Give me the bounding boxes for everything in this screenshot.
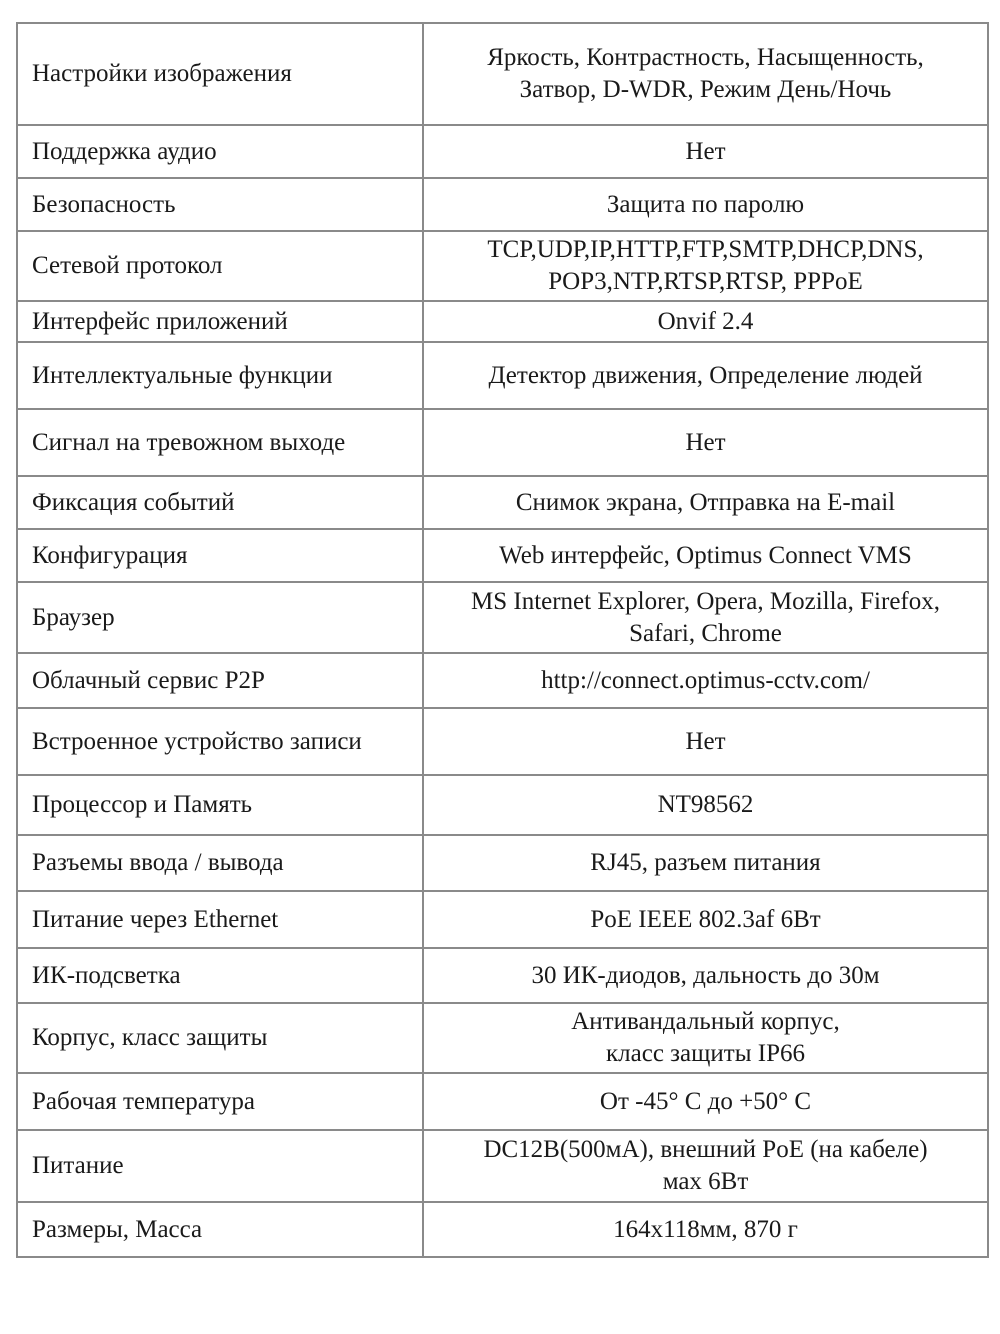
table-row [17, 231, 988, 301]
table-row [17, 708, 988, 775]
table-row [17, 775, 988, 835]
spec-label: Корпус, класс защиты [17, 1003, 423, 1073]
spec-label: Интерфейс приложений [17, 301, 423, 342]
table-row [17, 1003, 988, 1073]
table-row [17, 125, 988, 178]
table-row [17, 891, 988, 948]
spec-value: 30 ИК-диодов, дальность до 30м [423, 948, 988, 1003]
spec-value: MS Internet Explorer, Opera, Mozilla, Firefox, Safari, Chrome [423, 582, 988, 653]
spec-label: Процессор и Память [17, 775, 423, 835]
spec-label: Интеллектуальные функции [17, 342, 423, 409]
table-row [17, 476, 988, 529]
table-row [17, 23, 988, 125]
spec-value: Нет [423, 125, 988, 178]
spec-value: NT98562 [423, 775, 988, 835]
spec-label: Питание через Ethernet [17, 891, 423, 948]
spec-label: Настройки изображения [17, 23, 423, 125]
spec-value: Антивандальный корпус, класс защиты IP66 [423, 1003, 988, 1073]
spec-value: TCP,UDP,IP,HTTP,FTP,SMTP,DHCP,DNS, POP3,NTP,RTSP,RTSP, PPPoE [423, 231, 988, 301]
spec-value: От -45° С до +50° С [423, 1073, 988, 1130]
spec-label: ИК-подсветка [17, 948, 423, 1003]
table-row [17, 178, 988, 231]
table-row [17, 1073, 988, 1130]
spec-value: Onvif 2.4 [423, 301, 988, 342]
table-row [17, 1202, 988, 1257]
spec-value: Нет [423, 708, 988, 775]
spec-value: Нет [423, 409, 988, 476]
spec-label: Рабочая температура [17, 1073, 423, 1130]
spec-label: Сетевой протокол [17, 231, 423, 301]
spec-value: DC12В(500мА), внешний PoE (на кабеле) мах 6Вт [423, 1130, 988, 1202]
spec-label: Встроенное устройство записи [17, 708, 423, 775]
table-row [17, 948, 988, 1003]
spec-label: Питание [17, 1130, 423, 1202]
spec-label: Сигнал на тревожном выходе [17, 409, 423, 476]
spec-label: Размеры, Масса [17, 1202, 423, 1257]
table-row [17, 301, 988, 342]
table-row [17, 529, 988, 582]
spec-value: http://connect.optimus-cctv.com/ [423, 653, 988, 708]
table-row [17, 653, 988, 708]
spec-table [16, 22, 989, 1258]
spec-value: PoE IEEE 802.3af 6Вт [423, 891, 988, 948]
spec-label: Конфигурация [17, 529, 423, 582]
spec-value: Защита по паролю [423, 178, 988, 231]
spec-label: Фиксация событий [17, 476, 423, 529]
spec-value: 164х118мм, 870 г [423, 1202, 988, 1257]
spec-value: Яркость, Контрастность, Насыщенность, Затвор, D-WDR, Режим День/Ночь [423, 23, 988, 125]
table-row [17, 835, 988, 891]
spec-label: Поддержка аудио [17, 125, 423, 178]
spec-value: Web интерфейс, Optimus Connect VMS [423, 529, 988, 582]
spec-label: Разъемы ввода / вывода [17, 835, 423, 891]
spec-label: Безопасность [17, 178, 423, 231]
spec-label: Браузер [17, 582, 423, 653]
spec-value: RJ45, разъем питания [423, 835, 988, 891]
spec-label: Облачный сервис P2P [17, 653, 423, 708]
spec-value: Снимок экрана, Отправка на E-mail [423, 476, 988, 529]
table-row [17, 1130, 988, 1202]
table-row [17, 409, 988, 476]
spec-value: Детектор движения, Определение людей [423, 342, 988, 409]
table-row [17, 582, 988, 653]
table-row [17, 342, 988, 409]
